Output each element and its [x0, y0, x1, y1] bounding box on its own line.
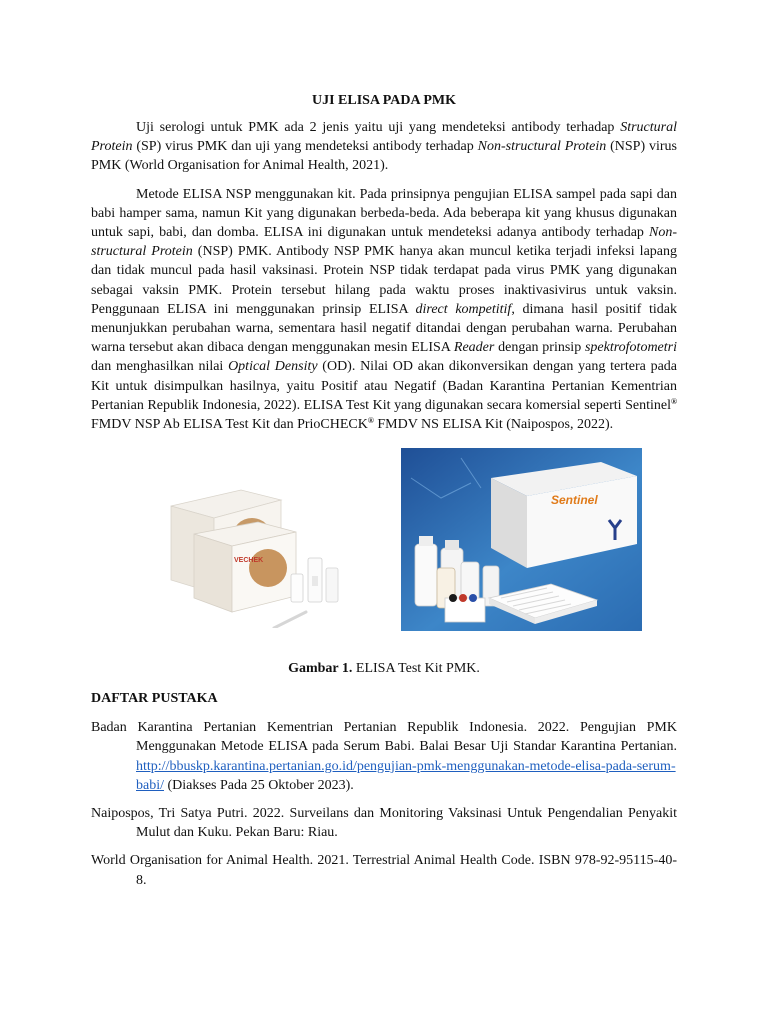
sentinel-logo: Sentinel	[551, 493, 598, 508]
p1-text-a: Uji serologi untuk PMK ada 2 jenis yaitu uji yang mendeteksi antibody terhadap	[136, 120, 621, 135]
p2-italic-direct-kompetitif: direct kompetitif	[415, 301, 512, 317]
reference-1-accessed: (Diakses Pada 25 Oktober 2023).	[164, 777, 354, 793]
p2-text-k: (OD). Nilai OD akan dikonversikan dengan yang tertera pada Kit untuk disimpulkan hasilnya, yaitu Positif atau Negatif (Badan Karantina Pertanian Kementrian Pertanian Republik Indonesia, 2022). ELISA Test Kit yang digunakan secara komersial seperti Sentinel	[91, 359, 677, 413]
p2-text-e: , dimana hasil positif tidak menunjukkan perubahan warna, sementara hasil negatif ditandai dengan perubahan warna. Perubahan warna tersebut akan dibaca dengan menggunakan mesin ELISA	[91, 301, 677, 356]
p2-text-m: FMDV NS ELISA Kit (Naipospos, 2022).	[373, 417, 614, 433]
document-content	[91, 92, 677, 899]
p2-text-g: dengan prinsip	[494, 340, 585, 356]
p2-text-l: FMDV NSP Ab ELISA Test Kit dan PrioCHECK	[91, 417, 368, 433]
sentinel-kit-photo	[401, 448, 642, 631]
vechek-kit-photo	[166, 478, 366, 628]
p2-italic-optical-density: Optical Density	[228, 359, 318, 375]
reference-1-link[interactable]: http://bbuskp.karantina.pertanian.go.id/pengujian-pmk-menggunakan-metode-elisa-pada-serum-babi/	[136, 758, 676, 793]
caption-text: ELISA Test Kit PMK.	[352, 661, 480, 677]
references-heading: DAFTAR PUSTAKA	[91, 691, 218, 707]
vechek-logo-front: VECHEK	[234, 557, 264, 565]
paragraph-1	[91, 118, 677, 176]
p2-text-c: (NSP) PMK. Antibody NSP PMK hanya akan muncul ketika terjadi infeksi lapang dan tidak muncul pada hasil vaksinasi. Protein NSP tidak terdapat pada virus PMK yang digunakan sebagai vaksin PMK. Protein tersebut hilang pada waktu proses inaktivasivirus untuk vaksin. Penggunaan ELISA ini menggunakan prinsip ELISA	[91, 244, 677, 317]
p2-text-a: Metode ELISA NSP menggunakan kit. Pada prinsipnya pengujian ELISA sampel pada sapi dan babi hamper sama, namun Kit yang digunakan berbeda-beda. Ada beberapa kit yang khusus digunakan untuk sapi, babi, dan domba. ELISA ini digunakan untuk mendeteksi adanya antibody terhadap	[91, 186, 677, 241]
reference-1-text: Badan Karantina Pertanian Kementrian Pertanian Republik Indonesia. 2022. Pengujian PMK Menggunakan Metode ELISA pada Serum Babi. Balai Besar Uji Standar Karantina Pertanian.	[91, 720, 677, 755]
p2-text-i: dan menghasilkan nilai	[91, 359, 229, 375]
figure-images	[91, 448, 677, 654]
registered-mark: ®	[671, 396, 677, 406]
p1-text-e: (NSP) virus PMK (World Organisation for Animal Health, 2021).	[91, 139, 677, 174]
reference-item: Naipospos, Tri Satya Putri. 2022. Surveilans dan Monitoring Vaksinasi Untuk Pengendalian Penyakit Mulut dan Kuku. Pekan Baru: Riau.	[91, 806, 677, 841]
caption-label: Gambar 1.	[288, 661, 353, 677]
paragraph-2	[91, 185, 677, 435]
p2-italic-reader: Reader	[453, 340, 495, 356]
p2-italic-spektrofotometri: spektrofotometri	[584, 340, 677, 356]
figure-caption	[91, 660, 677, 678]
p1-italic-structural-protein: Structural Protein	[91, 120, 677, 155]
p1-text-c: (SP) virus PMK dan uji yang mendeteksi antibody terhadap	[132, 139, 478, 155]
p2-italic-nsp: Non-structural Protein	[91, 225, 677, 260]
reference-item: World Organisation for Animal Health. 2021. Terrestrial Animal Health Code. ISBN 978-92-95115-40-8.	[91, 853, 677, 888]
registered-mark: ®	[367, 416, 374, 426]
reference-item	[91, 718, 677, 795]
page-title: UJI ELISA PADA PMK	[311, 93, 457, 108]
p1-italic-non-structural-protein: Non-structural Protein	[477, 139, 607, 155]
